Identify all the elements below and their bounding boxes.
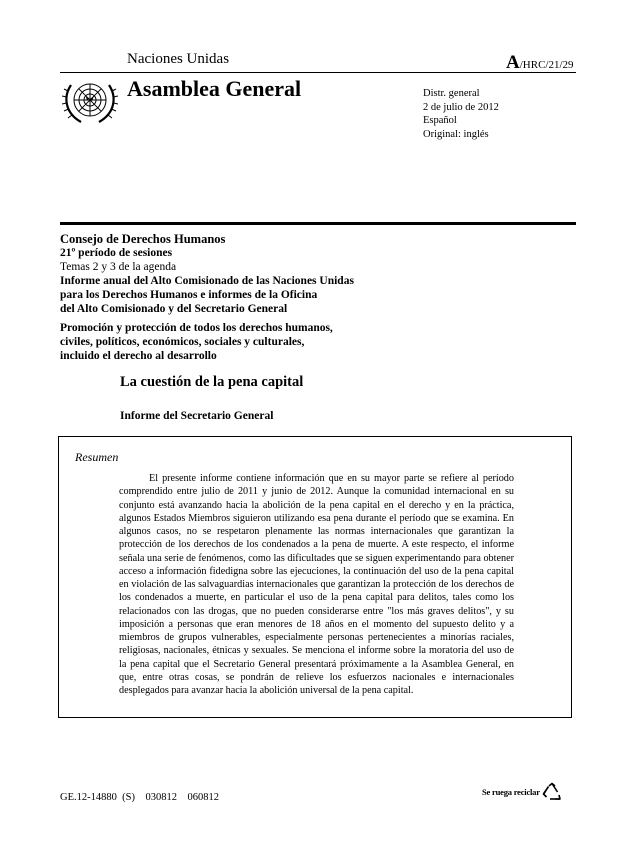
promotion-line: Promoción y protección de todos los derechos humanos, bbox=[60, 322, 333, 334]
agenda-item-line: del Alto Comisionado y del Secretario General bbox=[60, 303, 288, 315]
organ-name: Asamblea General bbox=[127, 76, 302, 101]
recycle-icon bbox=[542, 782, 562, 802]
document-symbol bbox=[506, 52, 574, 74]
agenda-items: Temas 2 y 3 de la agenda bbox=[60, 261, 177, 273]
council-name: Consejo de Derechos Humanos bbox=[60, 232, 226, 246]
un-emblem-icon bbox=[62, 77, 118, 127]
job-number: GE.12-14880 (S) 030812 060812 bbox=[60, 792, 219, 803]
promotion-line: incluido el derecho al desarrollo bbox=[60, 350, 217, 362]
document-language: Español bbox=[423, 115, 457, 126]
distribution-type: Distr. general bbox=[423, 88, 480, 99]
agenda-item-line: para los Derechos Humanos e informes de la Oficina bbox=[60, 289, 318, 301]
document-date: 2 de julio de 2012 bbox=[423, 101, 499, 113]
document-subtitle: Informe del Secretario General bbox=[120, 410, 274, 422]
session-info bbox=[60, 232, 354, 363]
summary-paragraph: El presente informe contiene información que en su mayor parte se refiere al período comprendido entre julio de 2011 y junio de 2012. Aunque la comunidad internacional en su conjunto está avanzando hacia la abolición de la pena capital en el derecho y en la práctica, algunos Estados Miembros siguieron utilizando esa pena durante el período que se examina. En algunos casos, no se respetaron plenamente las normas internacionales que garantizan la protección de los derechos de los condenados a la pena de muerte. A este respecto, el informe señala una serie de fenómenos, como las dificultades que se siguen experimentando para obtener acceso a información fidedigna sobre las ejecuciones, la continuación del uso de la pena capital en violación de las salvaguardias internacionales que garantizan la protección de los derechos de los condenados a muerte, en particular el uso de la pena capital para delitos, tales como los relacionados con las drogas, que no pueden considerarse entre "los más graves delitos", y su imposición a personas que eran menores de 18 años en el momento del supuesto delito y a miembros de grupos vulnerables, especialmente personas pertenecientes a minorías raciales, religiosas, nacionales, étnicas y sexuales. Se menciona el informe sobre la moratoria del uso de la pena capital que el Secretario General presentará próximamente a la Asamblea General, en que, entre otras cosas, se pondrán de relieve los esfuerzos nacionales e internacionales desplegados para avanzar hacia la abolición universal de la pena capital. bbox=[119, 473, 514, 696]
promotion-line: civiles, políticos, económicos, sociales y culturales, bbox=[60, 336, 305, 348]
agenda-item-line: Informe anual del Alto Comisionado de las Naciones Unidas bbox=[60, 275, 354, 287]
symbol-number: /HRC/21/29 bbox=[519, 59, 574, 71]
section-rule bbox=[60, 222, 576, 225]
document-title: La cuestión de la pena capital bbox=[120, 374, 304, 390]
symbol-letter: A bbox=[506, 52, 520, 73]
recycle-notice bbox=[482, 782, 562, 802]
summary-heading: Resumen bbox=[75, 450, 119, 464]
header-rule bbox=[60, 72, 576, 73]
summary-box bbox=[58, 436, 572, 718]
agenda-item-title bbox=[60, 274, 354, 316]
distribution-info bbox=[423, 87, 499, 141]
organization-name: Naciones Unidas bbox=[127, 51, 230, 67]
session-period: 21º período de sesiones bbox=[60, 247, 173, 259]
recycle-label: Se ruega reciclar bbox=[482, 787, 540, 797]
original-language: Original: inglés bbox=[423, 128, 489, 140]
promotion-title bbox=[60, 321, 354, 363]
